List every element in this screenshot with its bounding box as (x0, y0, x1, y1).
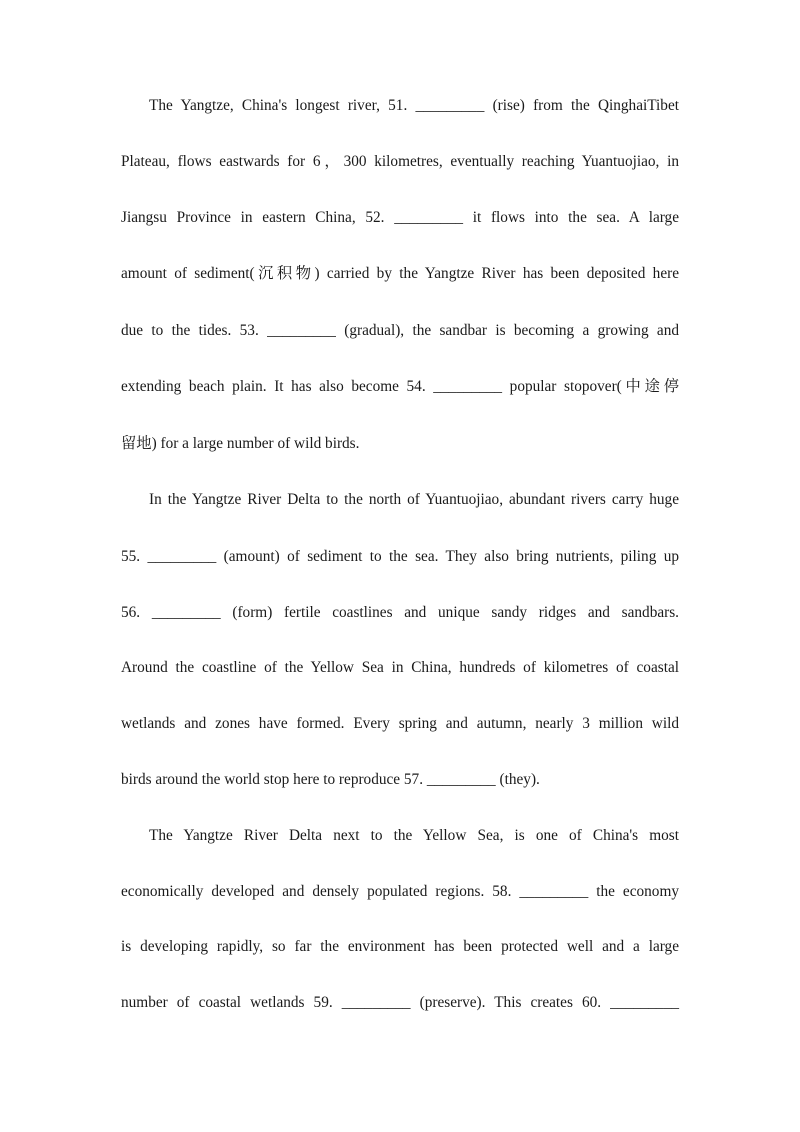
paragraph-1-line-7: 留地) for a large number of wild birds. (121, 435, 360, 452)
paragraph-1-line-1: The Yangtze, China's longest river, 51. _________ (rise) from the QinghaiTibet (149, 97, 679, 114)
paragraph-3-line-1: The Yangtze River Delta next to the Yellow Sea, is one of China's most (149, 827, 679, 844)
paragraph-3-line-2: economically developed and densely populated regions. 58. _________ the economy (121, 883, 679, 900)
paragraph-1-line-5: due to the tides. 53. _________ (gradual), the sandbar is becoming a growing and (121, 322, 679, 339)
paragraph-3-line-3: is developing rapidly, so far the environment has been protected well and a large (121, 938, 679, 955)
paragraph-2-line-5: wetlands and zones have formed. Every spring and autumn, nearly 3 million wild (121, 715, 679, 732)
paragraph-1-line-3: Jiangsu Province in eastern China, 52. _________ it flows into the sea. A large (121, 209, 679, 226)
paragraph-2-line-6: birds around the world stop here to reproduce 57. _________ (they). (121, 771, 540, 788)
paragraph-2-line-2: 55. _________ (amount) of sediment to the sea. They also bring nutrients, piling up (121, 548, 679, 565)
paragraph-2-line-3: 56. _________ (form) fertile coastlines and unique sandy ridges and sandbars. (121, 604, 679, 621)
paragraph-1-line-6: extending beach plain. It has also become 54. _________ popular stopover(中途停 (121, 378, 679, 395)
paragraph-1-line-2: Plateau, flows eastwards for 6，300 kilometres, eventually reaching Yuantuojiao, in (121, 153, 679, 170)
paragraph-1-line-4: amount of sediment(沉积物) carried by the Yangtze River has been deposited here (121, 265, 679, 282)
paragraph-3-line-4: number of coastal wetlands 59. _________ (preserve). This creates 60. _________ (121, 994, 679, 1011)
paragraph-2-line-1: In the Yangtze River Delta to the north of Yuantuojiao, abundant rivers carry huge (149, 491, 679, 508)
paragraph-2-line-4: Around the coastline of the Yellow Sea in China, hundreds of kilometres of coastal (121, 659, 679, 676)
